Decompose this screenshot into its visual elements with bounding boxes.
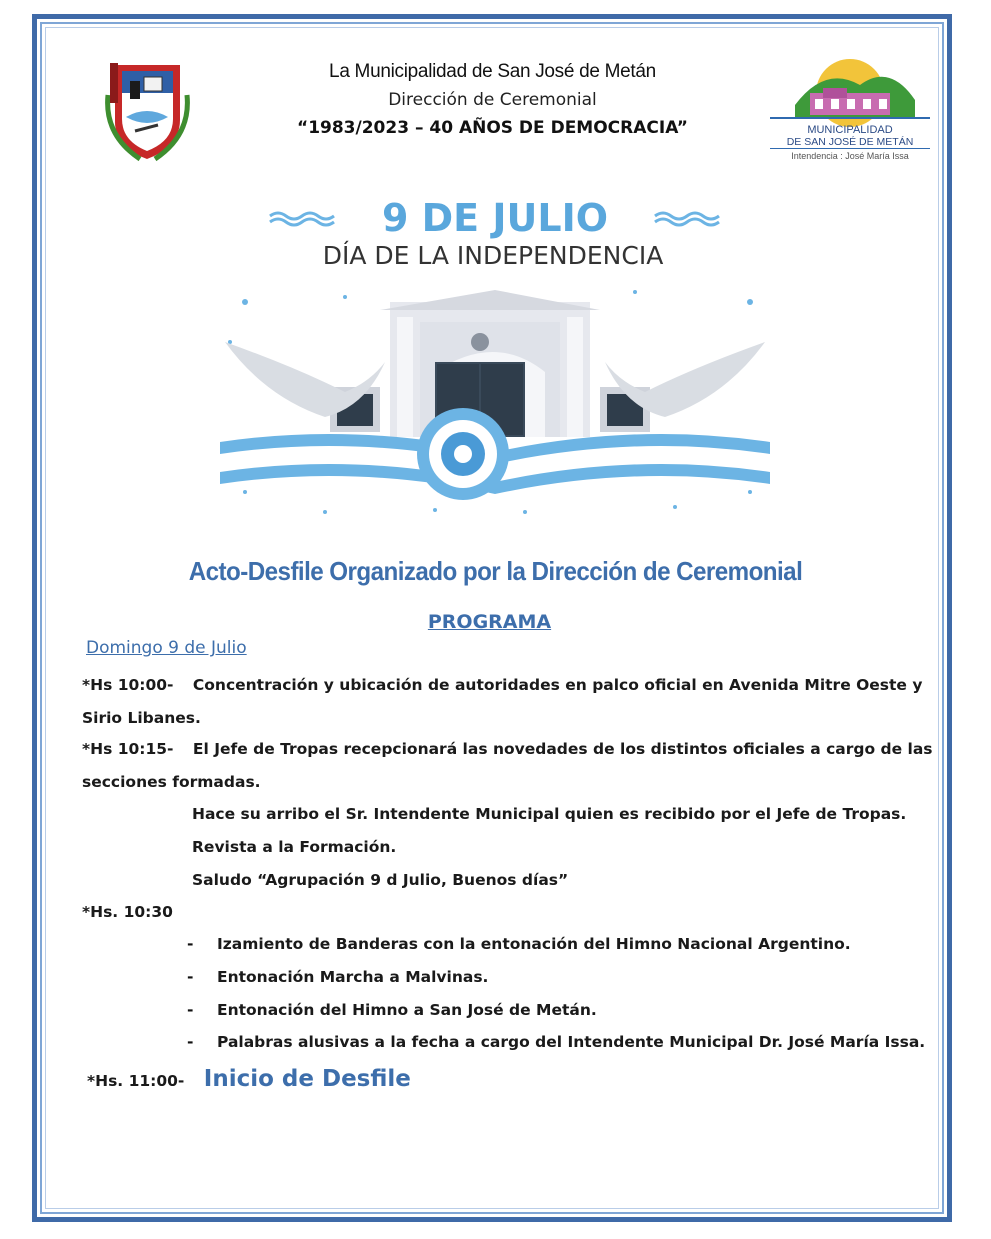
program-heading: PROGRAMA: [427, 611, 552, 633]
list-bullet: -: [187, 935, 194, 953]
document-header: [250, 58, 735, 142]
municipality-logo: [765, 55, 935, 165]
program-item-2-time: *Hs 10:15-: [82, 740, 174, 758]
rosette-icon: [417, 408, 509, 500]
program-item-2-sub-3: Saludo “Agrupación 9 d Julio, Buenos días”: [192, 871, 569, 889]
program-day: Domingo 9 de Julio: [86, 638, 247, 658]
program-item-3-list-1: Izamiento de Banderas con la entonación del Himno Nacional Argentino.: [217, 935, 851, 953]
program-item-2-text: El Jefe de Tropas recepcionará las novedades de los distintos oficiales a cargo de las: [192, 740, 933, 758]
banner-wave-left-icon: [270, 213, 334, 225]
program-item-4-time: *Hs. 11:00-: [87, 1072, 185, 1090]
program-item-2-sub-1: Hace su arribo el Sr. Intendente Municipal quien es recibido por el Jefe de Tropas.: [192, 805, 907, 823]
historic-house-illustration: [330, 290, 650, 437]
header-organization: La Municipalidad de San José de Metán: [329, 61, 656, 82]
event-title: Acto-Desfile Organizado por la Dirección de Ceremonial: [188, 556, 803, 586]
header-department: Dirección de Ceremonial: [388, 90, 597, 110]
program-item-1-time: *Hs 10:00-: [82, 676, 174, 694]
header-slogan: “1983/2023 – 40 AÑOS DE DEMOCRACIA”: [297, 118, 688, 138]
program-item-2-continued: secciones formadas.: [82, 773, 261, 791]
program-item-4-text: Inicio de Desfile: [203, 1066, 411, 1092]
svg-text:MUNICIPALIDAD: MUNICIPALIDAD: [807, 124, 893, 136]
program-item-3-list-3: Entonación del Himno a San José de Metán.: [217, 1001, 597, 1019]
list-bullet: -: [187, 1001, 194, 1019]
svg-text:DE SAN JOSÉ DE METÁN: DE SAN JOSÉ DE METÁN: [786, 136, 914, 148]
svg-text:Intendencia : José María Issa: Intendencia : José María Issa: [791, 151, 909, 161]
program-item-2: [82, 740, 933, 758]
program-item-1: [82, 676, 922, 694]
program-item-4: [87, 1066, 411, 1092]
program-item-1-text: Concentración y ubicación de autoridades en palco oficial en Avenida Mitre Oeste y: [192, 676, 923, 694]
program-item-1-continued: Sirio Libanes.: [82, 709, 201, 727]
independence-day-banner: [205, 192, 785, 522]
program-item-3-list-2: Entonación Marcha a Malvinas.: [217, 968, 489, 986]
list-bullet: -: [187, 1033, 194, 1051]
list-bullet: -: [187, 968, 194, 986]
banner-wave-right-icon: [655, 213, 719, 225]
program-item-3-list-4: Palabras alusivas a la fecha a cargo del Intendente Municipal Dr. José María Issa.: [217, 1033, 926, 1051]
program-item-3-time: *Hs. 10:30: [82, 903, 173, 921]
banner-date: 9 DE JULIO: [381, 196, 609, 240]
banner-subtitle: DÍA DE LA INDEPENDENCIA: [322, 241, 664, 270]
municipal-crest-icon: [100, 55, 195, 165]
program-item-2-sub-2: Revista a la Formación.: [192, 838, 397, 856]
